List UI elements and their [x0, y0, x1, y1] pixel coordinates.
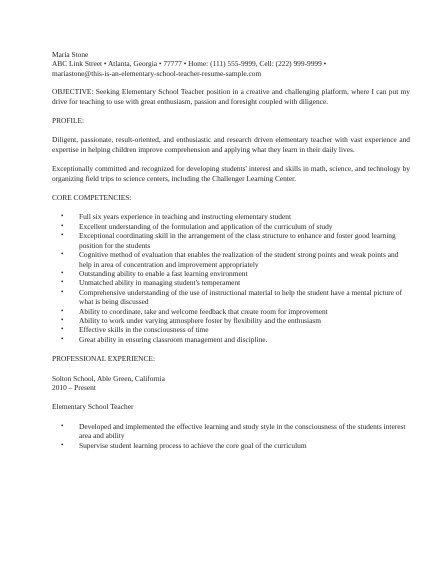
bullet-icon: •	[61, 250, 64, 259]
list-item	[52, 269, 410, 278]
list-item-text: Cognitive method of evaluation that enables the realization of the student strong points and weak points and help in area of concentration and improvement appropriately	[79, 250, 399, 269]
list-item	[52, 422, 410, 441]
bullet-icon: •	[61, 440, 64, 449]
bullet-icon: •	[61, 421, 64, 430]
bullet-icon: •	[61, 287, 64, 296]
list-item	[52, 307, 410, 316]
profile-paragraph-2: Exceptionally committed and recognized for developing students' interest and skills in math, science, and technology by organizing field trips to science centers, including the Challenger Learning Center.	[52, 164, 410, 183]
list-item-text: Effective skills in the consciousness of time	[79, 325, 209, 335]
profile-heading: PROFILE:	[52, 116, 85, 126]
list-item-text: Full six years experience in teaching and instructing elementary student	[79, 212, 292, 222]
list-item-text: Comprehensive understanding of the use of instructional material to help the student have a mental picture of what is being discussed	[79, 287, 403, 307]
experience-job-title: Elementary School Teacher	[52, 402, 134, 412]
bullet-icon: •	[61, 334, 64, 343]
list-item-text: Outstanding ability to enable a fast learning environment	[79, 268, 248, 278]
list-item	[52, 441, 410, 450]
list-item	[52, 325, 410, 334]
bullet-icon: •	[61, 278, 64, 287]
experience-heading: PROFESSIONAL EXPERIENCE:	[52, 354, 155, 364]
list-item-text: Developed and implemented the effective learning and study style in the consciousness of the students interest area and ability	[79, 421, 406, 441]
bullet-icon: •	[61, 306, 64, 315]
list-item	[52, 250, 410, 269]
list-item	[52, 278, 410, 287]
profile-paragraph-1: Diligent, passionate, result-oriented, and enthusiastic and research driven elementary teacher with vast experience and expertise in helping children improve comprehension and applying what they learn in their daily lives.	[52, 135, 410, 154]
list-item	[52, 231, 410, 250]
list-item-text: Unmatched ability in managing student's temperament	[79, 278, 241, 288]
list-item-text: Supervise student learning process to achieve the core goal of the curriculum	[79, 440, 307, 450]
competencies-list	[52, 212, 410, 344]
list-item	[52, 212, 410, 221]
contact-email: mariastone@this-is-an-elementary-school-teacher-resume-sample.com	[52, 68, 262, 78]
bullet-icon: •	[61, 231, 64, 240]
list-item-text: Exceptional coordinating skill in the arrangement of the class structure to enhance and foster good learning position for the students	[79, 231, 396, 250]
bullet-icon: •	[61, 212, 64, 221]
bullet-icon: •	[61, 315, 64, 324]
objective-paragraph: OBJECTIVE: Seeking Elementary School Teacher position in a creative and challenging platform, where I can put my drive for teaching to use with great enthusiasm, passion and foresight coupled with diligence.	[52, 87, 410, 106]
list-item-text: Excellent understanding of the formulation and application of the curriculum of study	[79, 221, 333, 231]
candidate-name: Maria Stone	[52, 50, 89, 59]
contact-header	[52, 50, 410, 78]
list-item-text: Great ability in ensuring classroom management and discipline.	[79, 334, 268, 344]
list-item-text: Ability to coordinate, take and welcome feedback that create room for improvement	[79, 306, 328, 316]
experience-employer: Solton School, Able Green, California	[52, 373, 165, 383]
bullet-icon: •	[61, 325, 64, 334]
list-item	[52, 288, 410, 307]
bullet-icon: •	[61, 221, 64, 230]
list-item	[52, 316, 410, 325]
list-item	[52, 335, 410, 344]
experience-list	[52, 422, 410, 450]
bullet-icon: •	[61, 268, 64, 277]
list-item-text: Ability to work under varying atmosphere foster by flexibility and the enthusiasm	[79, 315, 321, 325]
experience-dates: 2010 – Present	[52, 382, 96, 392]
competencies-heading: CORE COMPETENCIES:	[52, 193, 132, 203]
list-item	[52, 222, 410, 231]
contact-address: ABC Link Street • Atlanta, Georgia • 77777 • Home: (111) 555-9999, Cell: (222) 999-9999 •	[52, 59, 327, 69]
